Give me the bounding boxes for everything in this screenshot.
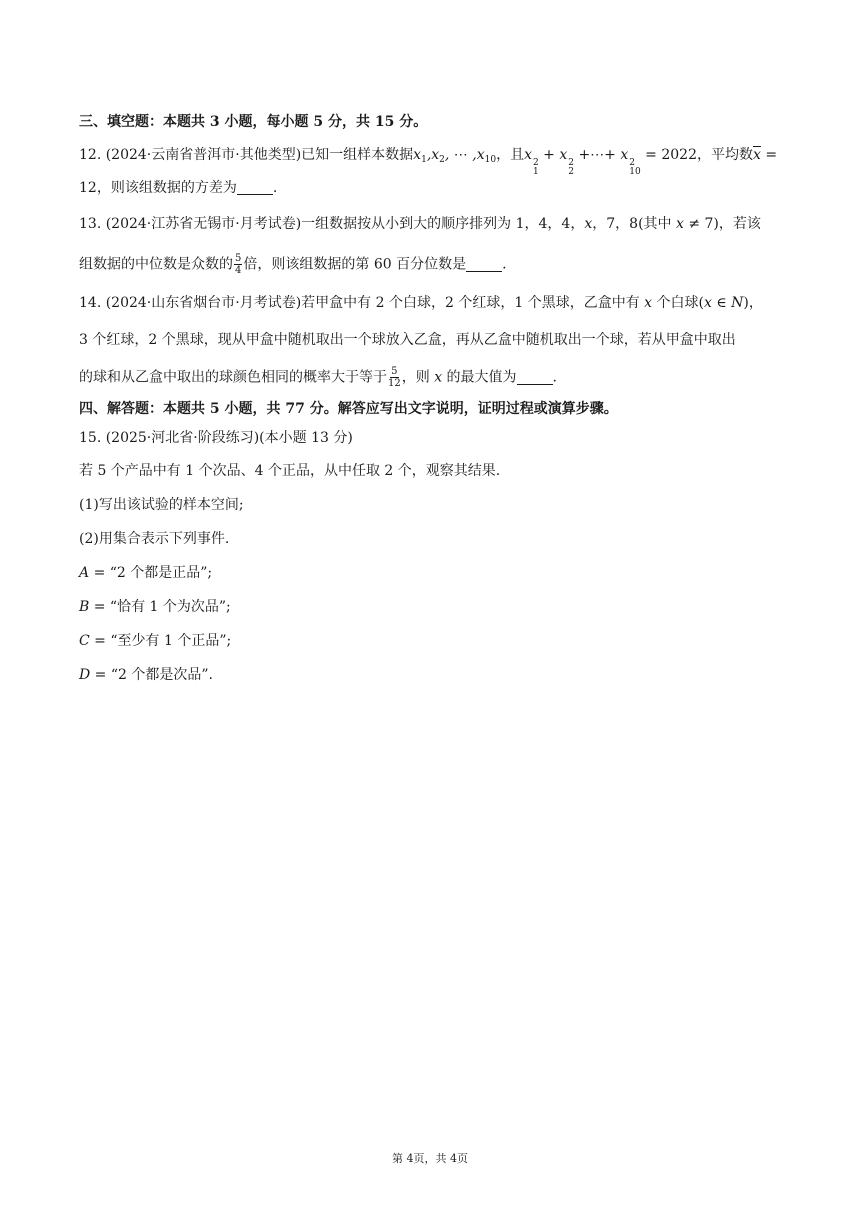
q12-mean-symbol: $\overline{x}$ [753,147,761,163]
q14-answer-blank [517,370,553,385]
question-13-line-1: 13. (2024·江苏省无锡市·月考试卷)一组数据按从小到大的顺序排列为 1，4，4，x，7，8(其中 x ≠ 7)，若该 [79,216,761,232]
q14-line1-c: )， [743,295,763,311]
q12-mid: ，且 [496,147,525,163]
q12-answer-blank [237,180,273,195]
q12-prefix: 12. (2024·云南省普洱市·其他类型)已知一组样本数据 [79,147,414,163]
q14-line3-c: 的最大值为 [442,369,517,386]
q12-eq-value: = 2022 [640,147,697,163]
q14-line3-a: 的球和从乙盒中取出的球颜色相同的概率大于等于 [79,369,387,386]
q12-sample-data: $x_1,x_2$, ⋯ $,x_{10}$ [413,147,497,165]
q13-line1-b: ，7，8(其中 [592,216,676,232]
question-15-part-2: (2)用集合表示下列事件. [79,531,230,547]
q13-fraction: $\frac{5}{4}$ [235,253,242,276]
question-13-line-2 [79,253,800,276]
page-footer: 第 4页，共 4页 [392,1152,468,1165]
q13-period: . [502,256,507,273]
event-a: A = “2 个都是正品”; [79,565,213,581]
section-3-heading: 三、填空题：本题共 3 小题，每小题 5 分，共 15 分。 [79,114,428,130]
q13-line2-b: 倍，则该组数据的第 60 百分位数是 [243,256,467,273]
event-c: C = “至少有 1 个正品”; [79,633,232,649]
q14-line3-b: ，则 [401,369,435,386]
event-b: B = “恰有 1 个为次品”; [79,599,231,615]
q13-line2-a: 组数据的中位数是众数的 [79,256,233,273]
question-15-header: 15. (2025·河北省·阶段练习)(本小题 13 分) [79,430,353,446]
question-12-line-2 [79,178,800,198]
q14-fraction: $\frac{5}{12}$ [388,366,401,389]
question-14-line-3: 的球和从乙盒中取出的球颜色相同的概率大于等于 $\frac{5}{12}$ ，则 x 的最大值为 . [79,366,557,389]
q14-line1-a: 14. (2024·山东省烟台市·月考试卷)若甲盒中有 2 个白球，2 个红球，1 个黑球，乙盒中有 [79,295,645,311]
q12-avg-text: ，平均数 [697,147,753,163]
question-14-line-2: 3 个红球，2 个黑球，现从甲盒中随机取出一个球放入乙盒，再从乙盒中随机取出一个球，若从甲盒中取出 [79,332,736,348]
event-d: D = “2 个都是次品”. [79,667,213,683]
q12-line2-text: 12，则该组数据的方差为 [79,180,237,196]
question-15-stem: 若 5 个产品中有 1 个次品、4 个正品，从中任取 2 个，观察其结果. [79,463,501,479]
q14-period: . [552,369,557,386]
question-12-line-1: 12. (2024·云南省普洱市·其他类型)已知一组样本数据$x_1,x_2$, ⋯ $,x_{10}$，且x 2 1 + x 2 2 +⋯+ x 2 10 = 2022，平均数$\overline{x}$ = [79,147,778,177]
section-4-heading: 四、解答题：本题共 5 小题，共 77 分。解答应写出文字说明，证明过程或演算步骤。 [79,401,618,417]
q13-line1-text: 13. (2024·江苏省无锡市·月考试卷)一组数据按从小到大的顺序排列为 1，4，4， [79,216,585,232]
q12-period: . [272,180,278,196]
q14-line1-b: 个白球( [652,295,704,311]
q13-answer-blank [466,257,502,272]
q13-line1-c: ≠ 7)，若该 [688,216,761,232]
question-15-part-1: (1)写出该试验的样本空间; [79,497,244,513]
question-14-line-1: 14. (2024·山东省烟台市·月考试卷)若甲盒中有 2 个白球，2 个红球，1 个黑球，乙盒中有 x 个白球(x ∈ N)， [79,295,763,311]
q12-sum-squares: x 2 1 + x 2 2 +⋯+ x 2 10 [524,147,641,177]
